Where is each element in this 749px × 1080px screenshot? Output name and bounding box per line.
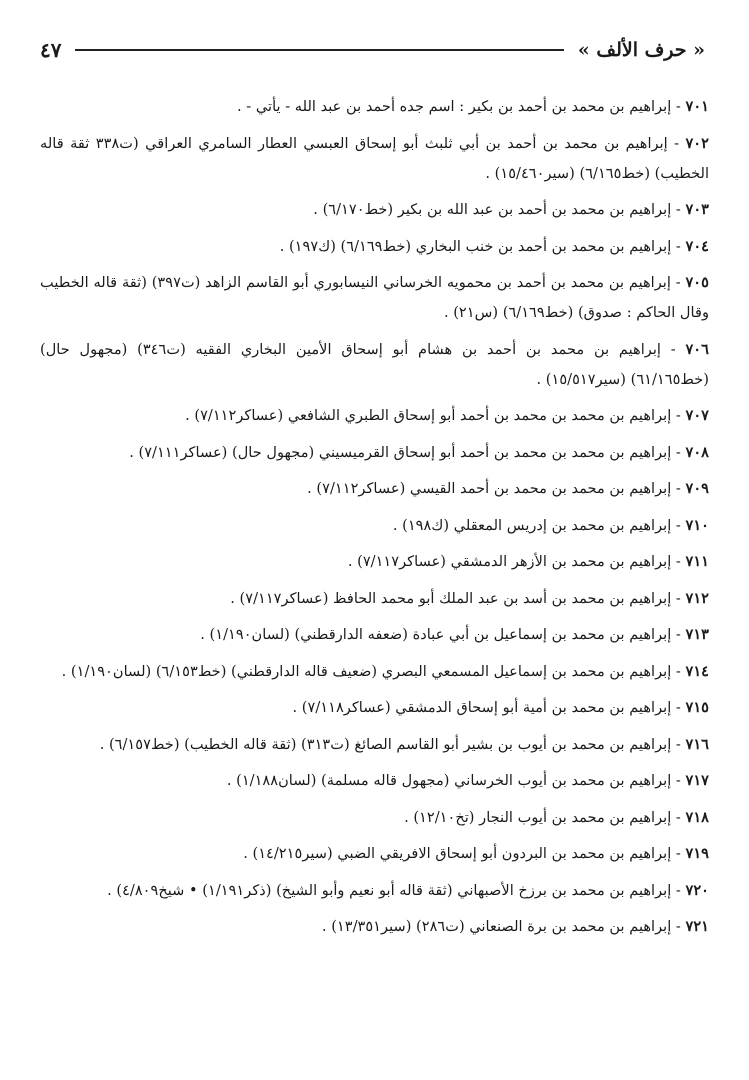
entry-item [40,129,709,189]
entry-separator: - [671,201,686,218]
entry-item [40,584,709,614]
entry-separator: - [671,845,686,862]
entry-separator: - [671,480,686,497]
entry-separator: - [660,340,686,358]
entry-separator: - [671,626,686,643]
entry-item [40,730,709,760]
entry-item [40,232,709,262]
entry-text: إبراهيم بن محمد بن أحمد بن عبد الله بن بكير (خط٦/١٧٠) . [313,201,672,218]
entry-text: إبراهيم بن محمد بن إسماعيل المسمعي البصري (ضعيف قاله الدارقطني) (خط٦/١٥٣) (لسان١/١٩٠) . [61,662,672,680]
entry-item [40,912,709,942]
entry-item [40,335,709,395]
entry-separator: - [671,918,686,935]
entry-item [40,195,709,225]
entries-list [40,92,709,949]
entry-number: ٧١٩ [685,845,709,862]
header-rule [75,49,563,51]
entry-separator: - [671,808,686,826]
entry-separator: - [671,772,686,789]
page-header [40,32,705,68]
entry-separator: - [671,589,686,607]
entry-number: ٧١٠ [685,516,709,534]
entry-item [40,876,709,906]
entry-text: إبراهيم بن محمد بن محمد بن أحمد القيسي (عساكر٧/١١٢) . [307,480,672,497]
entry-item [40,92,709,122]
entry-number: ٧١١ [685,553,709,570]
entry-number: ٧١٥ [685,699,709,716]
entry-separator: - [670,274,686,291]
entry-separator: - [671,407,686,424]
entry-number: ٧١٢ [685,589,709,607]
entry-text: إبراهيم بن محمد بن أحمد بن محمويه الخرساني النيسابوري أبو القاسم الزاهد (ت٣٩٧) (ثقة قاله الخطيب وقال الحاكم : صدوق) (خط٦/١٦٩) (س٢١) . [40,274,709,321]
entry-item [40,766,709,796]
entry-number: ٧٠٤ [685,237,709,255]
entry-item [40,268,709,328]
chapter-title: « حرف الألف » [577,39,705,61]
entry-text: إبراهيم بن محمد بن أيوب النجار (تخ١٢/١٠) . [404,808,672,826]
entry-text: إبراهيم بن محمد بن أمية أبو إسحاق الدمشقي (عساكر٧/١١٨) . [292,699,672,716]
entry-separator: - [671,881,686,899]
entry-separator: - [671,553,686,570]
entry-number: ٧٢٠ [685,881,709,899]
entry-text: إبراهيم بن محمد بن أحمد بن بكير : اسم جده أحمد بن عبد الله - يأتي - . [237,98,672,115]
entry-number: ٧١٨ [685,808,709,826]
entry-text: إبراهيم بن محمد بن برزخ الأصبهاني (ثقة قاله أبو نعيم وأبو الشيخ) (ذكر١/١٩١) • شيخ٤/٨٠٩) . [107,881,672,899]
entry-number: ٧١٣ [685,626,709,643]
entry-separator: - [671,98,686,115]
entry-separator: - [671,237,686,255]
entry-separator: - [671,699,686,716]
entry-text: إبراهيم بن محمد بن إسماعيل بن أبي عبادة (ضعفه الدارقطني) (لسان١/١٩٠) . [200,626,672,643]
entry-text: إبراهيم بن محمد بن أحمد بن خنب البخاري (خط٦/١٦٩) (ك١٩٧) . [279,237,672,255]
entry-text: إبراهيم بن محمد بن برة الصنعاني (ت٢٨٦) (سير١٣/٣٥١) . [321,918,672,935]
entry-separator: - [671,516,686,534]
entry-number: ٧١٦ [685,735,709,753]
entry-number: ٧٠٢ [685,134,709,152]
entry-text: إبراهيم بن محمد بن محمد بن أحمد أبو إسحاق الطبري الشافعي (عساكر٧/١١٢) . [185,407,672,424]
entry-item [40,401,709,431]
entry-item [40,693,709,723]
entry-number: ٧٠٦ [685,340,709,358]
entry-text: إبراهيم بن محمد بن أحمد بن هشام أبو إسحاق الأمين البخاري الفقيه (ت٣٤٦) (مجهول حال) (خط٦١/١٦٥) (سير١٥/٥١٧) . [40,340,709,388]
entry-separator: - [671,443,686,461]
entry-number: ٧٠٧ [685,407,709,424]
entry-number: ٧٠٩ [685,480,709,497]
entry-text: إبراهيم بن محمد بن إدريس المعقلي (ك١٩٨) . [392,516,672,534]
entry-number: ٧١٧ [685,772,709,789]
entry-separator: - [671,735,686,753]
entry-number: ٧٠٨ [685,443,709,461]
entry-item [40,657,709,687]
entry-text: إبراهيم بن محمد بن الأزهر الدمشقي (عساكر٧/١١٧) . [347,553,672,570]
entry-text: إبراهيم بن محمد بن أسد بن عبد الملك أبو محمد الحافظ (عساكر٧/١١٧) . [230,589,672,607]
entry-item [40,474,709,504]
entry-number: ٧٠١ [685,98,709,115]
entry-item [40,620,709,650]
entry-number: ٧٠٥ [685,274,709,291]
entry-item [40,839,709,869]
entry-item [40,803,709,833]
entry-number: ٧٢١ [685,918,709,935]
entry-number: ٧٠٣ [685,201,709,218]
entry-item [40,547,709,577]
entry-item [40,438,709,468]
entry-separator: - [667,134,686,152]
entry-text: إبراهيم بن محمد بن أيوب بن بشير أبو القاسم الصائغ (ت٣١٣) (ثقة قاله الخطيب) (خط٦/١٥٧) . [99,735,672,753]
entry-number: ٧١٤ [685,662,709,680]
entry-text: إبراهيم بن محمد بن أحمد بن أبي ثلبث أبو إسحاق العبسي العطار السامري العراقي (ت٣٣٨ ثقة قاله الخطيب) (خط٦/١٦٥) (سير١٥/٤٦٠) . [40,134,709,182]
entry-text: إبراهيم بن محمد بن البردون أبو إسحاق الافريقي الضبي (سير١٤/٢١٥) . [243,845,672,862]
page-number: ٤٧ [40,38,62,62]
entry-separator: - [671,662,686,680]
entry-item [40,511,709,541]
entry-text: إبراهيم بن محمد بن أيوب الخرساني (مجهول قاله مسلمة) (لسان١/١٨٨) . [226,772,672,789]
entry-text: إبراهيم بن محمد بن محمد بن أحمد أبو إسحاق القرميسيني (مجهول حال) (عساكر٧/١١١) . [129,443,672,461]
